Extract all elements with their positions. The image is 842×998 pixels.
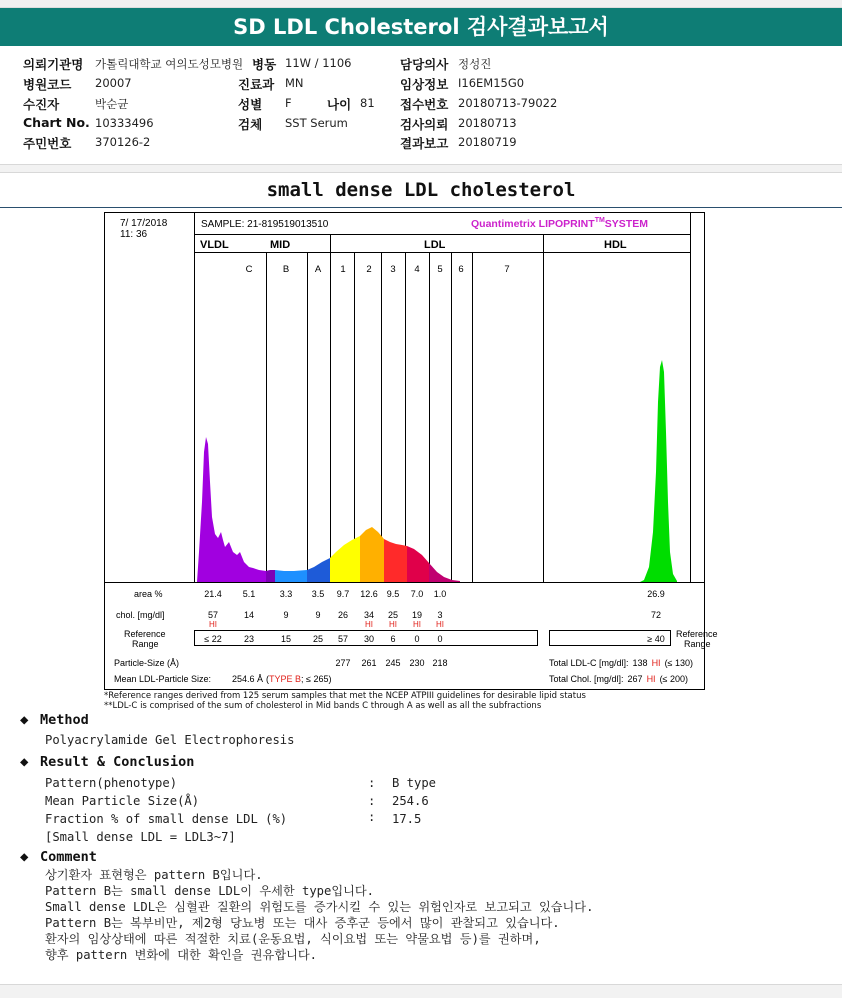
result-row-1-label: Pattern(phenotype) xyxy=(45,776,178,790)
chart-time: 11: 36 xyxy=(120,229,148,240)
sample-id: SAMPLE: 21-819519013510 xyxy=(201,219,329,230)
chol-value: 25 xyxy=(387,610,399,620)
footnotes xyxy=(104,691,586,711)
chol-value: 57 xyxy=(207,610,219,620)
request-label: 검사의뢰 xyxy=(400,117,449,132)
ref-value: 25 xyxy=(312,634,324,644)
chol-label: chol. [mg/dl] xyxy=(116,610,165,620)
system-brand-name: Quantimetrix LIPOPRINT xyxy=(471,218,595,230)
comment-line-2: Pattern B는 small dense LDL이 우세한 type입니다. xyxy=(45,884,374,898)
mid-band-label: B xyxy=(282,264,290,275)
particle-size-label: Particle-Size (Å) xyxy=(114,658,180,668)
hospital-code-value: 20007 xyxy=(95,76,132,90)
dept-value: MN xyxy=(285,76,304,90)
bottom-band xyxy=(0,984,842,998)
total-chol-flag: HI xyxy=(646,674,656,684)
chol-value: 34 xyxy=(363,610,375,620)
group-hdl: HDL xyxy=(604,239,627,251)
result-row-2-label: Mean Particle Size(Å) xyxy=(45,794,200,808)
total-ldl-flag: HI xyxy=(651,658,661,668)
particle-size-value: 245 xyxy=(385,658,401,668)
ldl-band-label: 3 xyxy=(390,264,396,275)
result-heading xyxy=(20,754,194,770)
comment-heading-text: Comment xyxy=(40,849,97,865)
ldl-band-label: 1 xyxy=(340,264,346,275)
footnote-1: *Reference ranges derived from 125 serum samples that met the NCEP ATPIII guidelines for desirable lipid status xyxy=(104,691,586,701)
diamond-bullet-icon: ◆ xyxy=(20,849,29,865)
particle-size-value: 277 xyxy=(335,658,351,668)
mid-c-peak xyxy=(266,570,275,582)
mid-b-peak xyxy=(275,570,307,582)
chart-no-value: 10333496 xyxy=(95,116,154,130)
ref-value: 30 xyxy=(363,634,375,644)
mid-band-label: A xyxy=(314,264,322,275)
report-date-label: 결과보고 xyxy=(400,136,449,151)
report-date-value: 20180719 xyxy=(458,135,517,149)
id-label: 주민번호 xyxy=(23,136,72,151)
area-value: 26.9 xyxy=(647,589,665,599)
hi-flag: HI xyxy=(365,620,373,629)
chol-value: 9 xyxy=(283,610,289,620)
comment-line-6: 향후 pattern 변화에 대한 확인을 권유합니다. xyxy=(45,948,317,962)
area-value: 21.4 xyxy=(204,589,222,599)
hi-flag: HI xyxy=(436,620,444,629)
section-title: small dense LDL cholesterol xyxy=(0,172,842,208)
chol-value: 26 xyxy=(337,610,349,620)
area-value: 3.5 xyxy=(311,589,325,599)
area-value: 12.6 xyxy=(360,589,378,599)
group-mid: MID xyxy=(270,239,291,251)
area-value: 9.5 xyxy=(386,589,400,599)
diamond-bullet-icon: ◆ xyxy=(20,754,29,770)
comment-line-5: 환자의 임상상태에 따른 적절한 치료(운동요법, 식이요법 또는 약물요법 등)를 권하며, xyxy=(45,932,541,946)
hi-flag: HI xyxy=(209,620,217,629)
chol-value: 19 xyxy=(411,610,423,620)
result-row-3-value: 17.5 xyxy=(392,812,422,826)
ref-right-line1: Reference xyxy=(676,629,718,639)
comment-line-4: Pattern B는 복부비만, 제2형 당뇨병 또는 대사 증후군 등에서 많이 관찰되고 있습니다. xyxy=(45,916,560,930)
area-value: 9.7 xyxy=(336,589,350,599)
total-ldl-label: Total LDL-C [mg/dl]: xyxy=(549,658,629,668)
total-ldl-row xyxy=(549,658,693,668)
hospital-code-label: 병원코드 xyxy=(23,77,72,92)
sex-value: F xyxy=(285,96,292,110)
chart-no-label: Chart No. xyxy=(23,115,90,130)
mean-size-label: Mean LDL-Particle Size: xyxy=(114,674,212,684)
result-row-2-value: 254.6 xyxy=(392,794,429,808)
chol-value: 9 xyxy=(315,610,321,620)
area-value: 5.1 xyxy=(242,589,256,599)
patient-info-block xyxy=(0,46,842,164)
institution-label: 의뢰기관명 xyxy=(23,57,84,72)
ward-value: 11W / 1106 xyxy=(285,56,352,70)
lipoprint-chart xyxy=(104,212,718,690)
ldl-band-label: 6 xyxy=(458,264,464,275)
ref-value: 23 xyxy=(243,634,255,644)
clinical-label: 임상정보 xyxy=(400,77,449,92)
group-vldl: VLDL xyxy=(200,239,229,251)
sex-label: 성별 xyxy=(238,97,263,112)
particle-size-value: 261 xyxy=(361,658,377,668)
patient-value: 박순균 xyxy=(95,97,129,111)
particle-size-value: 218 xyxy=(432,658,448,668)
institution-value: 가톨릭대학교 여의도성모병원 xyxy=(95,57,244,71)
ref-value: 15 xyxy=(280,634,292,644)
footnote-2: **LDL-C is comprised of the sum of cholesterol in Mid bands C through A as well as all the subfractions xyxy=(104,701,542,711)
request-value: 20180713 xyxy=(458,116,517,130)
age-label: 나이 xyxy=(327,97,352,112)
doctor-label: 담당의사 xyxy=(400,57,449,72)
mean-size-group xyxy=(232,674,332,684)
ref-value: 0 xyxy=(414,634,420,644)
result-row-3-sep: : xyxy=(368,810,376,824)
system-brand-suffix: SYSTEM xyxy=(604,218,648,230)
hi-flag: HI xyxy=(413,620,421,629)
ref-right-line2: Range xyxy=(684,639,711,649)
result-row-1-sep: : xyxy=(368,776,376,790)
particle-size-value: 230 xyxy=(409,658,425,668)
system-brand-tm: TM xyxy=(594,217,605,224)
ldl-band-label: 5 xyxy=(437,264,443,275)
id-value: 370126-2 xyxy=(95,135,151,149)
ref-value: 57 xyxy=(337,634,349,644)
hi-flag: HI xyxy=(389,620,397,629)
total-chol-label: Total Chol. [mg/dl]: xyxy=(549,674,624,684)
system-brand xyxy=(471,217,648,230)
total-ldl-ref: (≤ 130) xyxy=(664,658,694,668)
specimen-label: 검체 xyxy=(238,117,263,132)
ref-value: 6 xyxy=(390,634,396,644)
specimen-value: SST Serum xyxy=(285,116,348,130)
method-heading xyxy=(20,712,89,728)
total-chol-ref: (≤ 200) xyxy=(659,674,689,684)
area-value: 3.3 xyxy=(279,589,293,599)
result-heading-text: Result & Conclusion xyxy=(40,754,195,770)
comment-line-1: 상기환자 표현형은 pattern B입니다. xyxy=(45,868,263,882)
receipt-value: 20180713-79022 xyxy=(458,96,558,110)
method-text: Polyacrylamide Gel Electrophoresis xyxy=(45,733,295,747)
chart-date: 7/ 17/2018 xyxy=(120,218,168,229)
ref-value: 0 xyxy=(437,634,443,644)
lipoprint-svg xyxy=(104,212,718,690)
type-open: ( xyxy=(266,674,270,684)
comment-heading xyxy=(20,849,97,865)
ref-value: ≥ 40 xyxy=(647,634,665,644)
ref-label-line1: Reference xyxy=(124,629,166,639)
total-ldl-value: 138 xyxy=(632,658,648,668)
report-title: SD LDL Cholesterol 검사결과보고서 xyxy=(0,8,842,46)
result-row-3-label: Fraction % of small dense LDL (%) xyxy=(45,812,288,826)
chol-value: 72 xyxy=(650,610,662,620)
patient-label: 수진자 xyxy=(23,97,60,112)
type-value: TYPE B xyxy=(269,674,302,684)
ref-value: ≤ 22 xyxy=(204,634,222,644)
top-strip xyxy=(0,0,842,8)
ref-label-line2: Range xyxy=(132,639,159,649)
ldl-band-label: 7 xyxy=(504,264,510,275)
mid-band-label: C xyxy=(245,264,253,275)
chol-value: 3 xyxy=(437,610,443,620)
type-rest: ; ≤ 265) xyxy=(301,674,332,684)
result-row-1-value: B type xyxy=(392,776,437,790)
ldl-band-label: 2 xyxy=(366,264,372,275)
area-label: area % xyxy=(134,589,163,599)
total-chol-row xyxy=(549,674,688,684)
ldl2-peak xyxy=(360,527,384,582)
result-note: [Small dense LDL = LDL3~7] xyxy=(45,830,236,844)
diamond-bullet-icon: ◆ xyxy=(20,712,29,728)
area-value: 1.0 xyxy=(433,589,447,599)
result-row-2-sep: : xyxy=(368,794,376,808)
group-ldl: LDL xyxy=(424,239,446,251)
clinical-value: I16EM15G0 xyxy=(458,76,525,90)
age-value: 81 xyxy=(360,96,375,110)
receipt-label: 접수번호 xyxy=(400,97,449,112)
chol-value: 14 xyxy=(243,610,255,620)
ldl-band-label: 4 xyxy=(414,264,420,275)
comment-line-3: Small dense LDL은 심혈관 질환의 위험도를 증가시킬 수 있는 위험인자로 보고되고 있습니다. xyxy=(45,900,594,914)
mean-size-value: 254.6 Å xyxy=(232,674,264,684)
total-chol-value: 267 xyxy=(627,674,643,684)
doctor-value: 정성진 xyxy=(458,57,492,71)
method-heading-text: Method xyxy=(40,712,89,728)
ldl3-peak xyxy=(384,539,407,582)
dept-label: 진료과 xyxy=(238,77,275,92)
ward-label: 병동 xyxy=(252,57,277,72)
area-value: 7.0 xyxy=(410,589,424,599)
